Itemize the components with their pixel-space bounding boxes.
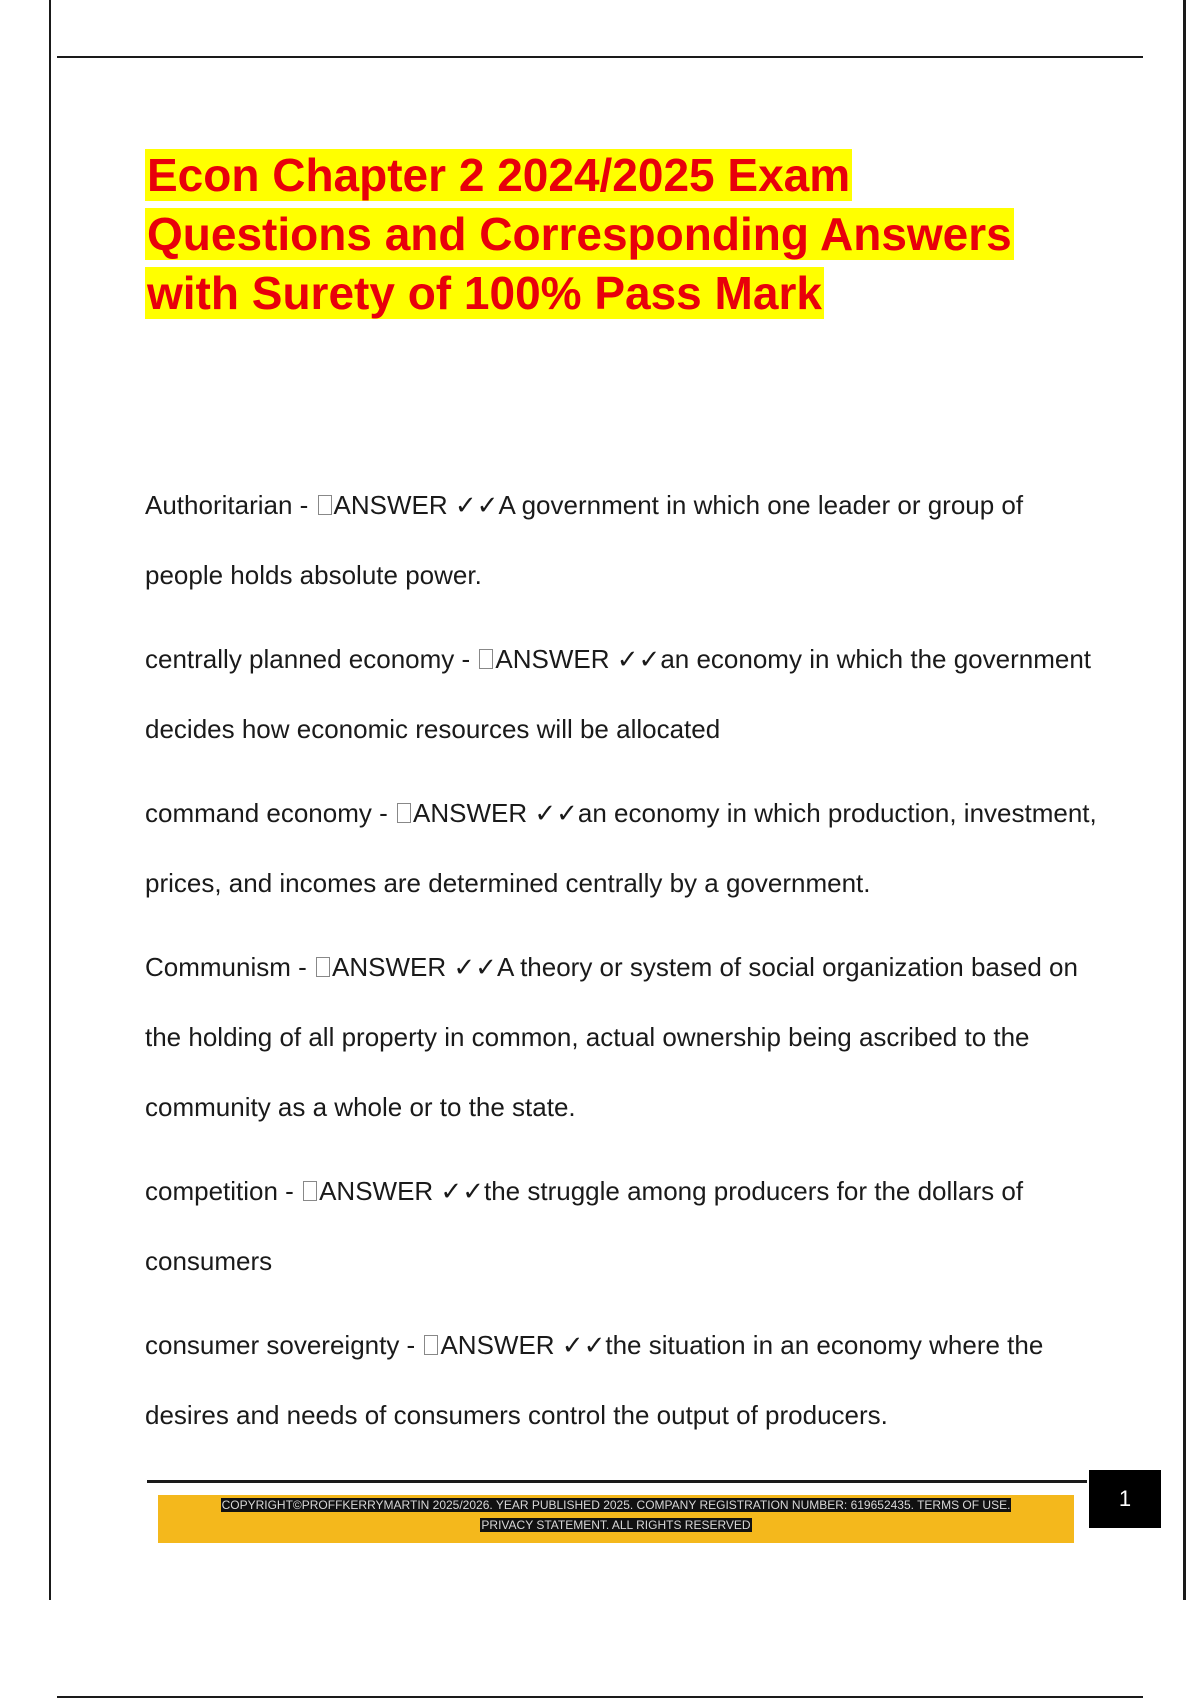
- entry-definition: the situation in an economy where the desires and needs of consumers control the output of producers.: [145, 1330, 1044, 1430]
- answer-marker: ANSWER ✓✓: [332, 952, 497, 982]
- entry-definition: an economy in which production, investment, prices, and incomes are determined centrally by a government.: [145, 798, 1097, 898]
- qa-list: [145, 470, 1105, 1464]
- entry-definition: an economy in which the government decides how economic resources will be allocated: [145, 644, 1092, 744]
- entry-definition: A government in which one leader or group of people holds absolute power.: [145, 490, 1024, 590]
- answer-marker: ANSWER ✓✓: [333, 490, 499, 520]
- footer-rule: [147, 1480, 1087, 1483]
- missing-glyph-box-icon: [397, 803, 411, 823]
- page-number: 1: [1089, 1470, 1161, 1528]
- answer-marker: ANSWER ✓✓: [495, 644, 661, 674]
- qa-entry: [145, 470, 1105, 610]
- entry-term: competition -: [145, 1176, 302, 1206]
- entry-definition: the struggle among producers for the dollars of consumers: [145, 1176, 1024, 1276]
- entry-definition: A theory or system of social organization based on the holding of all property in common, actual ownership being ascribed to the community as a whole or to the state.: [145, 952, 1078, 1122]
- qa-entry: [145, 778, 1105, 918]
- qa-entry: [145, 932, 1105, 1142]
- title-line-1: Econ Chapter 2 2024/2025 Exam: [147, 149, 851, 201]
- missing-glyph-box-icon: [303, 1181, 317, 1201]
- missing-glyph-box-icon: [316, 957, 330, 977]
- qa-entry: [145, 1310, 1105, 1450]
- missing-glyph-box-icon: [318, 495, 332, 515]
- missing-glyph-box-icon: [479, 649, 493, 669]
- title-line-2: Questions and Corresponding Answers: [147, 208, 1012, 260]
- page-border-left: [49, 0, 51, 1600]
- answer-marker: ANSWER ✓✓: [412, 798, 578, 828]
- entry-term: consumer sovereignty -: [145, 1330, 423, 1360]
- page-border-right: [1183, 0, 1186, 1600]
- answer-marker: ANSWER ✓✓: [319, 1176, 484, 1206]
- qa-entry: [145, 1156, 1105, 1296]
- missing-glyph-box-icon: [424, 1335, 438, 1355]
- title-line-3: with Surety of 100% Pass Mark: [147, 267, 822, 319]
- qa-entry: [145, 624, 1105, 764]
- header-rule: [57, 56, 1143, 58]
- document-title: [145, 146, 1085, 323]
- footer-rights-line: PRIVACY STATEMENT. ALL RIGHTS RESERVED: [481, 1518, 751, 1532]
- copyright-footer: [158, 1495, 1074, 1543]
- bottom-rule: [57, 1696, 1143, 1698]
- entry-term: Communism -: [145, 952, 315, 982]
- answer-marker: ANSWER ✓✓: [440, 1330, 606, 1360]
- entry-term: command economy -: [145, 798, 395, 828]
- entry-term: Authoritarian -: [145, 490, 316, 520]
- footer-copyright-line: COPYRIGHT©PROFFKERRYMARTIN 2025/2026. YEAR PUBLISHED 2025. COMPANY REGISTRATION NUMBER: 619652435. TERMS OF USE.: [221, 1498, 1011, 1512]
- entry-term: centrally planned economy -: [145, 644, 478, 674]
